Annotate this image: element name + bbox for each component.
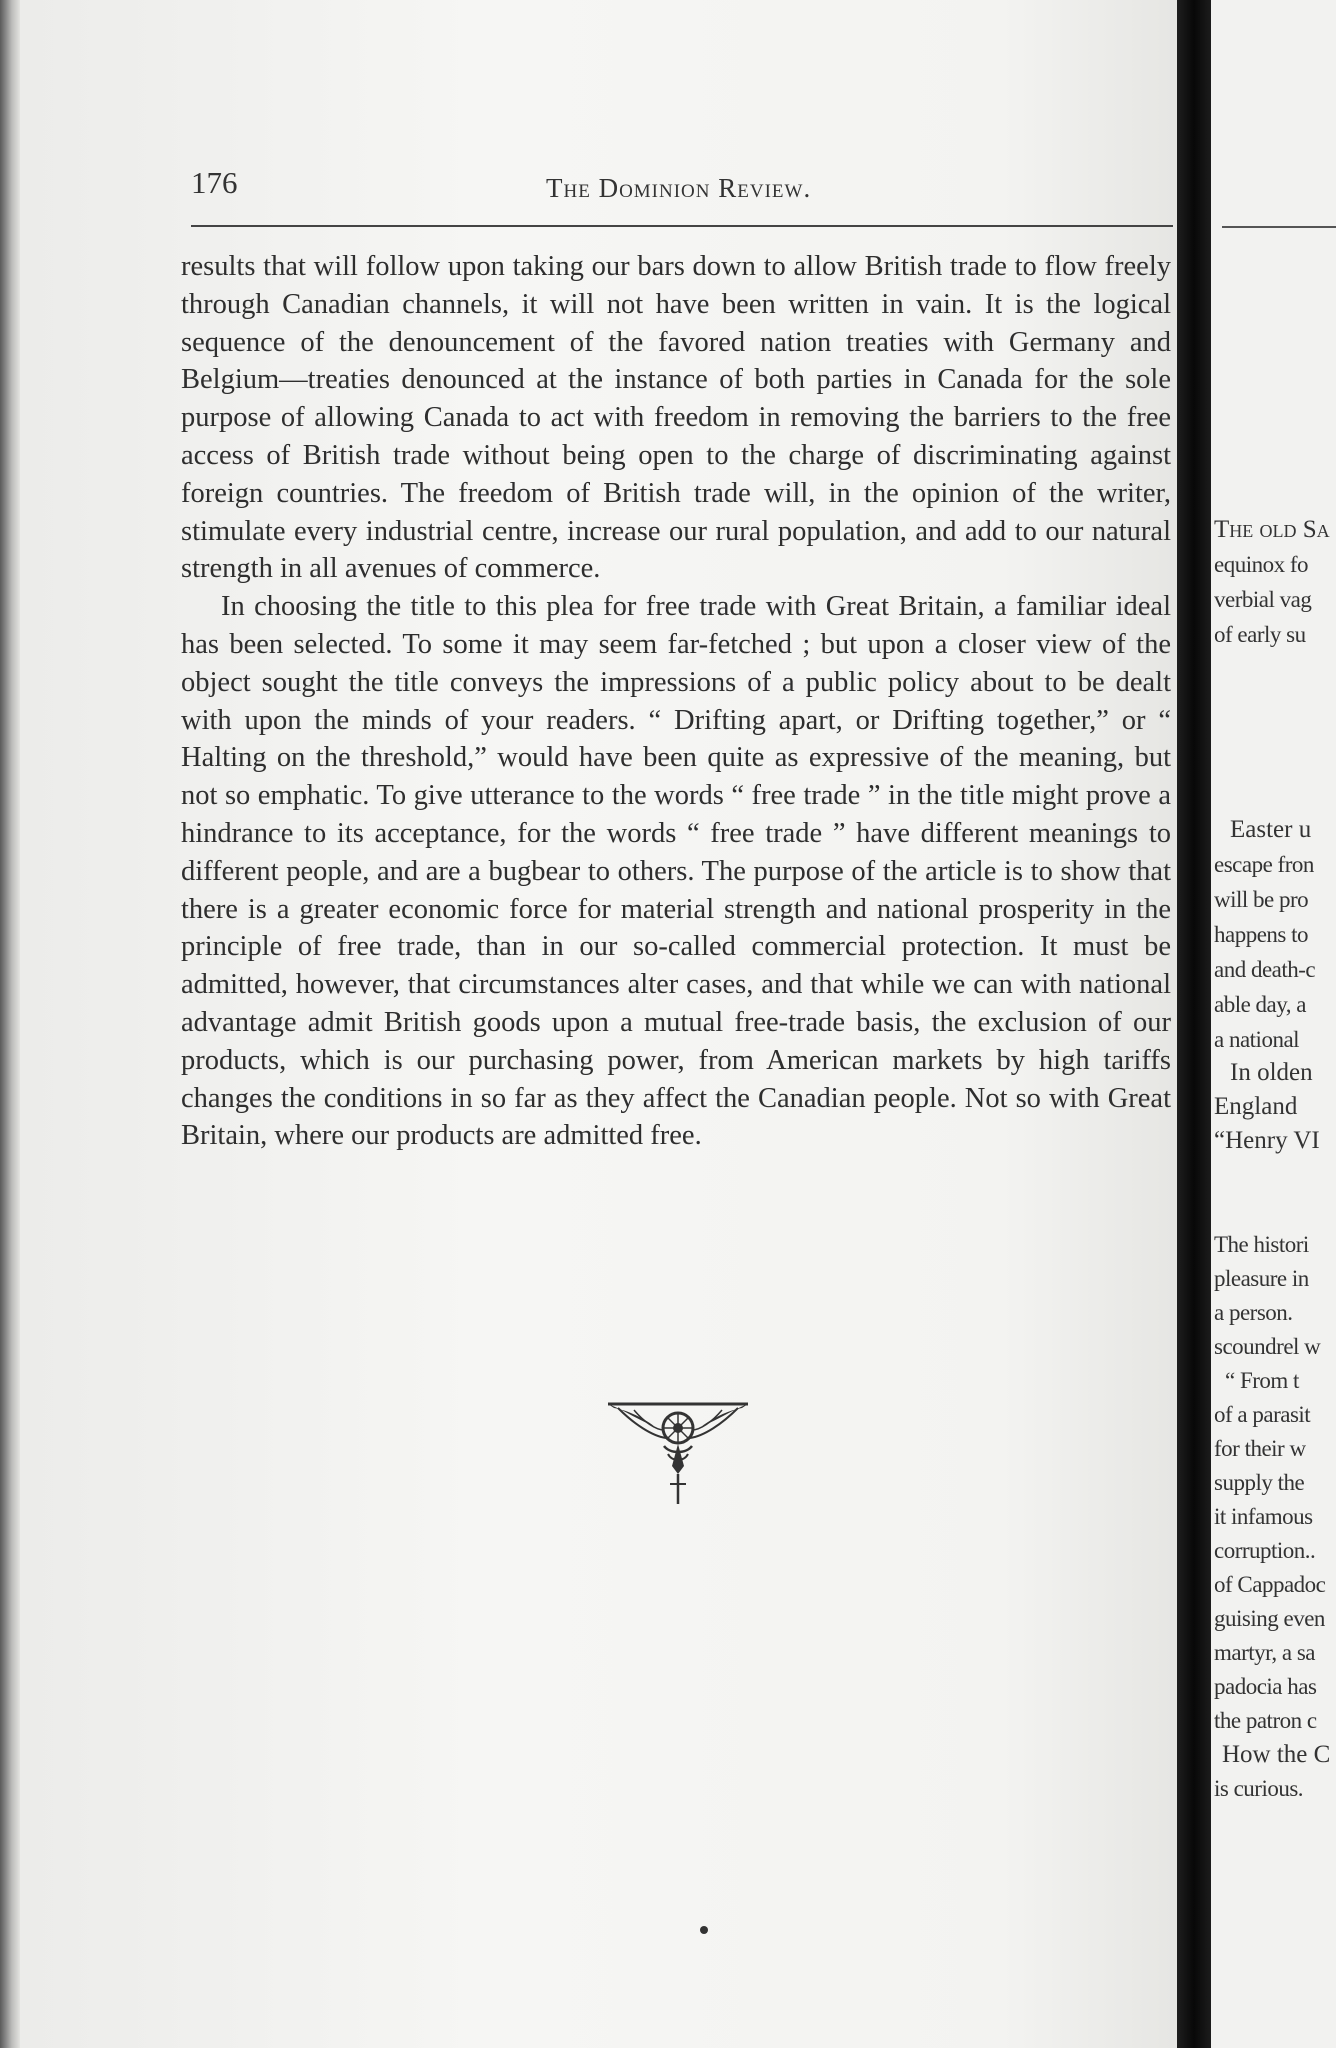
right-page-line: corruption.. <box>1214 1538 1316 1563</box>
paragraph-1: results that will follow upon taking our bars down to allow British trade to flow freely through Canadian channels, it will not have been written in vain. It is the logical sequence of the denouncement of the favored nation treaties with Germany and Belgium—treaties denounced at the instance of both parties in Canada for the sole purpose of allowing Canada to act with freedom in removing the barriers to the free access of British trade without being open to the charge of discriminating against foreign countries. The freedom of British trade will, in the opinion of the writer, stimulate every industrial centre, increase our rural population, and add to our natural strength in all avenues of commerce. <box>181 251 1171 585</box>
book-edge-shadow <box>0 0 20 2048</box>
journal-title: The Dominion Review. <box>546 173 812 203</box>
right-page-line: verbial vag <box>1214 587 1312 612</box>
article-body <box>181 248 1171 1155</box>
tailpiece-ornament-icon <box>604 1400 752 1510</box>
running-head <box>191 165 1171 209</box>
right-page-line: for their w <box>1214 1436 1306 1461</box>
right-page-line: pleasure in <box>1214 1266 1309 1291</box>
right-page-line: is curious. <box>1214 1776 1304 1801</box>
right-page-line: In olden <box>1230 1059 1313 1086</box>
right-page-line: the patron c <box>1214 1708 1317 1733</box>
right-page-line: equinox fo <box>1214 552 1309 577</box>
right-page-line: The old Sa <box>1214 516 1330 543</box>
right-page-line: a national <box>1214 1027 1300 1052</box>
right-page-line: guising even <box>1214 1606 1325 1631</box>
right-page-line: martyr, a sa <box>1214 1640 1316 1665</box>
header-rule <box>191 225 1173 227</box>
page-number: 176 <box>191 165 238 200</box>
right-page-line: “ From t <box>1225 1368 1299 1393</box>
right-header-rule <box>1222 226 1336 228</box>
right-page-line: padocia has <box>1214 1674 1317 1699</box>
right-page-line: a person. <box>1214 1300 1293 1325</box>
stray-mark <box>700 1926 708 1934</box>
right-page-line: scoundrel w <box>1214 1334 1321 1359</box>
book-gutter <box>1177 0 1211 2048</box>
right-page-line: Easter u <box>1230 816 1312 843</box>
right-page-line: happens to <box>1214 922 1309 947</box>
right-page-line: escape fron <box>1214 852 1314 877</box>
right-page-line: How the C <box>1222 1741 1331 1768</box>
right-page-line: will be pro <box>1214 887 1309 912</box>
paragraph-2: In choosing the title to this plea for free trade with Great Britain, a familiar ideal has been selected. To some it may seem far-fetched ; but upon a closer view of the object sought the title conveys the impressions of a public policy about to be dealt with upon the minds of your readers. “ Drifting apart, or Drifting together,” or “ Halting on the threshold,” would have been quite as expressive of the meaning, but not so emphatic. To give utterance to the words “ free trade ” in the title might prove a hindrance to its acceptance, for the words “ free trade ” have different meanings to different people, and are a bugbear to others. The purpose of the article is to show that there is a greater economic force for material strength and national prosperity in the principle of free trade, than in our so-called commercial protection. It must be admitted, however, that circumstances alter cases, and that while we can with national advantage admit British goods upon a mutual free-trade basis, the exclusion of our products, which is our purchasing power, from American markets by high tariffs changes the conditions in so far as they affect the Canadian people. Not so with Great Britain, where our products are admitted free. <box>181 591 1171 1152</box>
right-page-line: of early su <box>1214 622 1306 647</box>
right-page-line: “Henry VI <box>1214 1127 1320 1154</box>
right-page-line: able day, a <box>1214 992 1306 1017</box>
right-page-line: The histori <box>1214 1232 1309 1257</box>
right-page-line: of Cappadoc <box>1214 1572 1326 1597</box>
right-page-line: of a parasit <box>1214 1402 1311 1427</box>
right-page-line: and death-c <box>1214 957 1316 982</box>
right-page-line: supply the <box>1214 1470 1305 1495</box>
right-page-line: England <box>1214 1093 1298 1120</box>
right-page-line: it infamous <box>1214 1504 1313 1529</box>
